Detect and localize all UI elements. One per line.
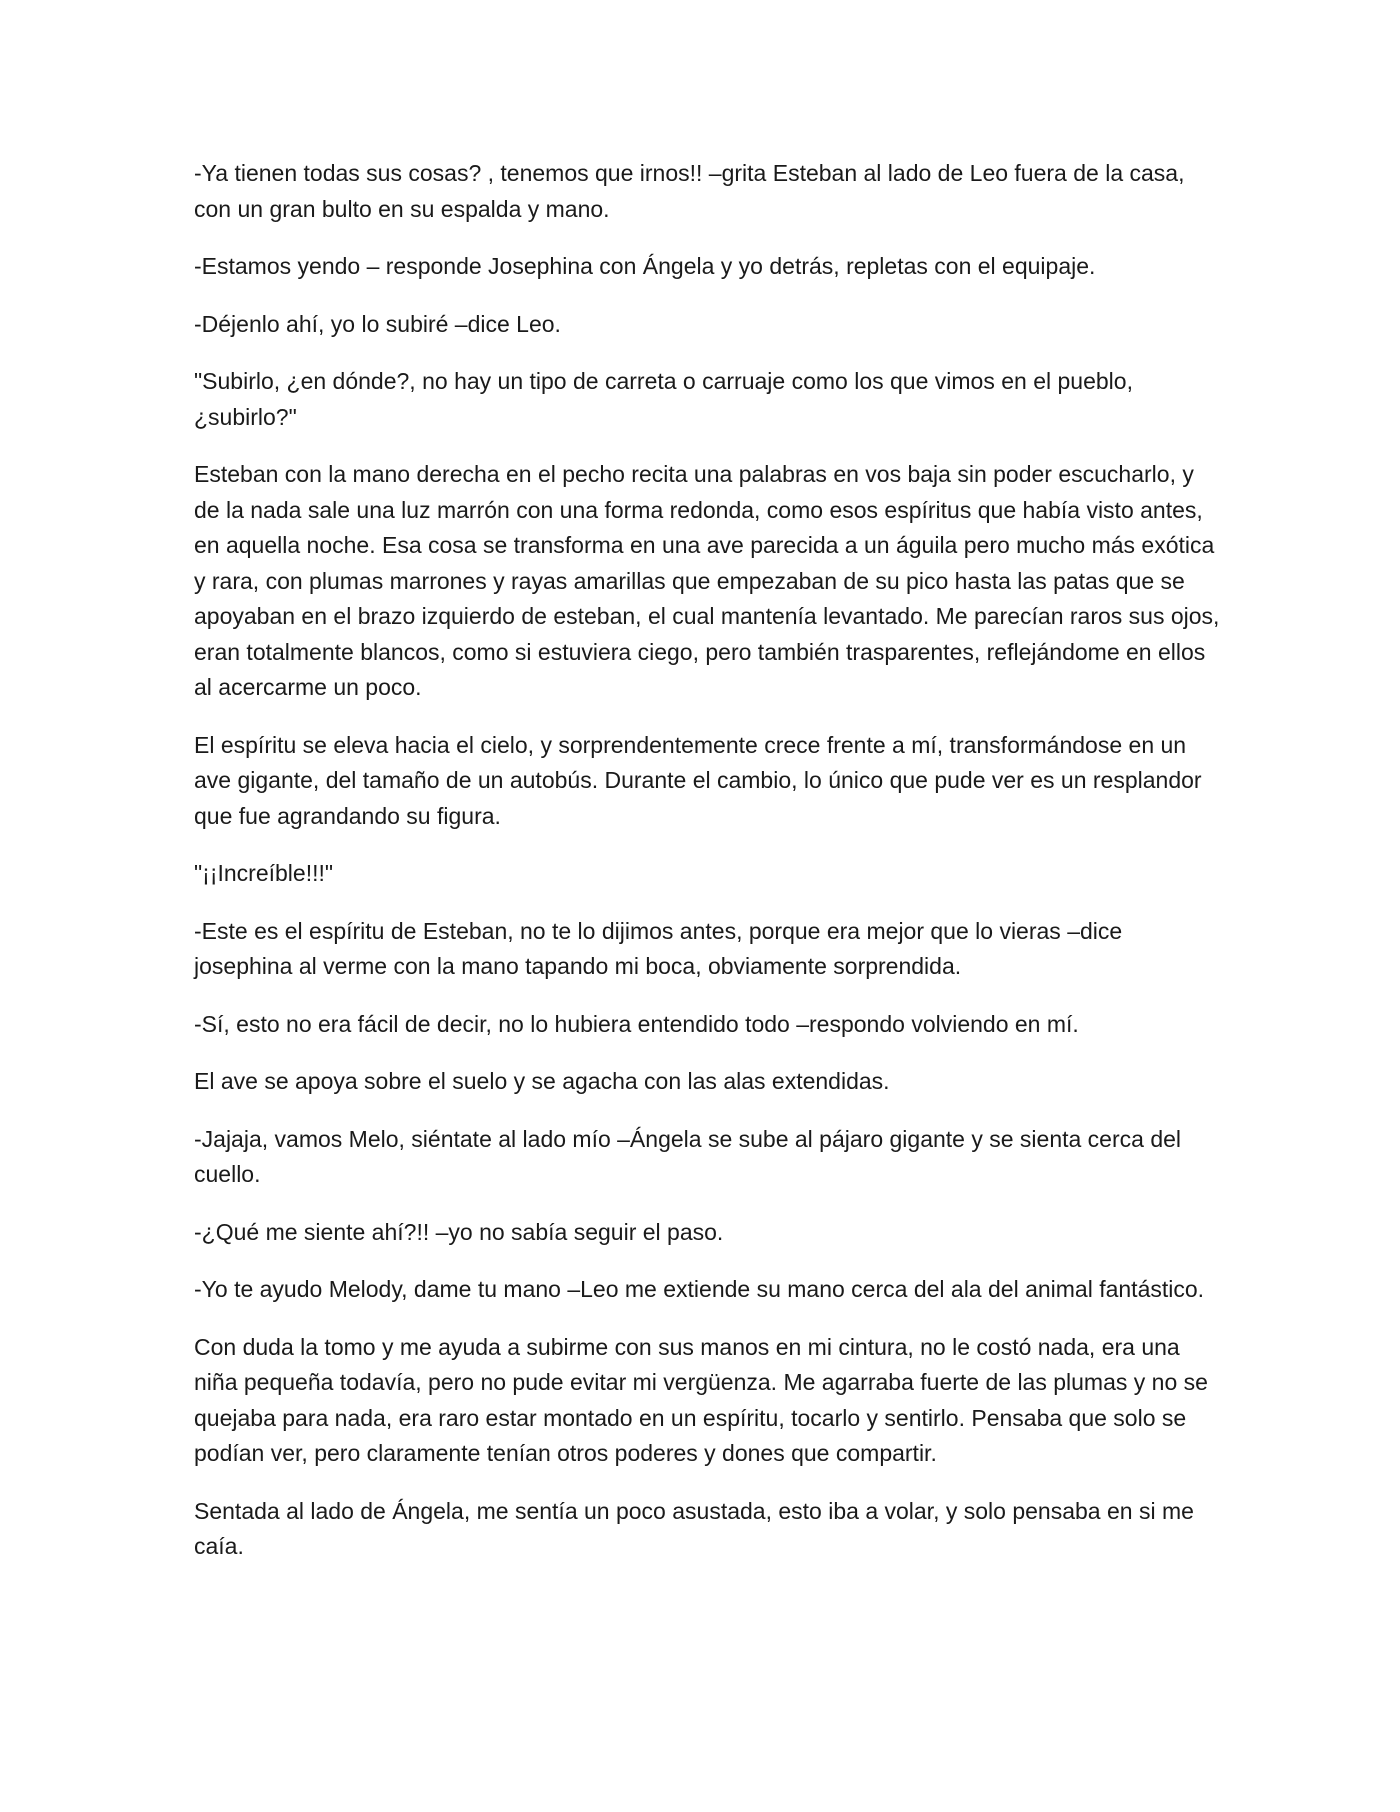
paragraph: Con duda la tomo y me ayuda a subirme con sus manos en mi cintura, no le costó nada, era una niña pequeña todavía, pero no pude evitar mi vergüenza. Me agarraba fuerte de las plumas y no se quejaba para nada, era raro estar montado en un espíritu, tocarlo y sentirlo. Pensaba que solo se podían ver, pero claramente tenían otros poderes y dones que compartir. [194, 1333, 1208, 1466]
paragraph: El espíritu se eleva hacia el cielo, y sorprendentemente crece frente a mí, transformándose en un ave gigante, del tamaño de un autobús. Durante el cambio, lo único que pude ver es un resplandor que fue agrandando su figura. [194, 731, 1202, 829]
paragraph: -Jajaja, vamos Melo, siéntate al lado mío –Ángela se sube al pájaro gigante y se sienta cerca del cuello. [194, 1125, 1182, 1187]
paragraph: -Déjenlo ahí, yo lo subiré –dice Leo. [194, 310, 561, 337]
paragraph: -Sí, esto no era fácil de decir, no lo hubiera entendido todo –respondo volviendo en mí. [194, 1010, 1079, 1037]
paragraph: -Yo te ayudo Melody, dame tu mano –Leo me extiende su mano cerca del ala del animal fantástico. [194, 1276, 1205, 1302]
paragraph: Sentada al lado de Ángela, me sentía un poco asustada, esto iba a volar, y solo pensaba en si me caía. [194, 1497, 1194, 1559]
paragraph: Esteban con la mano derecha en el pecho recita una palabras en vos baja sin poder escucharlo, y de la nada sale una luz marrón con una forma redonda, como esos espíritus que había visto antes, en aquella noche. Esa cosa se transforma en una ave parecida a un águila pero mucho más exótica y rara, con plumas marrones y rayas amarillas que empezaban de su pico hasta las patas que se apoyaban en el brazo izquierdo de esteban, el cual mantenía levantado. Me parecían raros sus ojos, eran totalmente blancos, como si estuviera ciego, pero también trasparentes, reflejándome en ellos al acercarme un poco. [194, 461, 1220, 700]
paragraph: El ave se apoya sobre el suelo y se agacha con las alas extendidas. [194, 1068, 890, 1094]
paragraph: -¿Qué me siente ahí?!! –yo no sabía seguir el paso. [194, 1218, 724, 1245]
paragraph: "Subirlo, ¿en dónde?, no hay un tipo de carreta o carruaje como los que vimos en el pueblo, ¿subirlo?" [194, 368, 1133, 430]
paragraph: -Estamos yendo – responde Josephina con Ángela y yo detrás, repletas con el equipaje. [194, 253, 1096, 279]
paragraph: "¡¡Increíble!!!" [194, 860, 334, 886]
document-body [194, 156, 1224, 1587]
paragraph: -Este es el espíritu de Esteban, no te lo dijimos antes, porque era mejor que lo vieras –dice josephina al verme con la mano tapando mi boca, obviamente sorprendida. [194, 917, 1123, 979]
paragraph: -Ya tienen todas sus cosas? , tenemos que irnos!! –grita Esteban al lado de Leo fuera de la casa, con un gran bulto en su espalda y mano. [194, 160, 1185, 222]
